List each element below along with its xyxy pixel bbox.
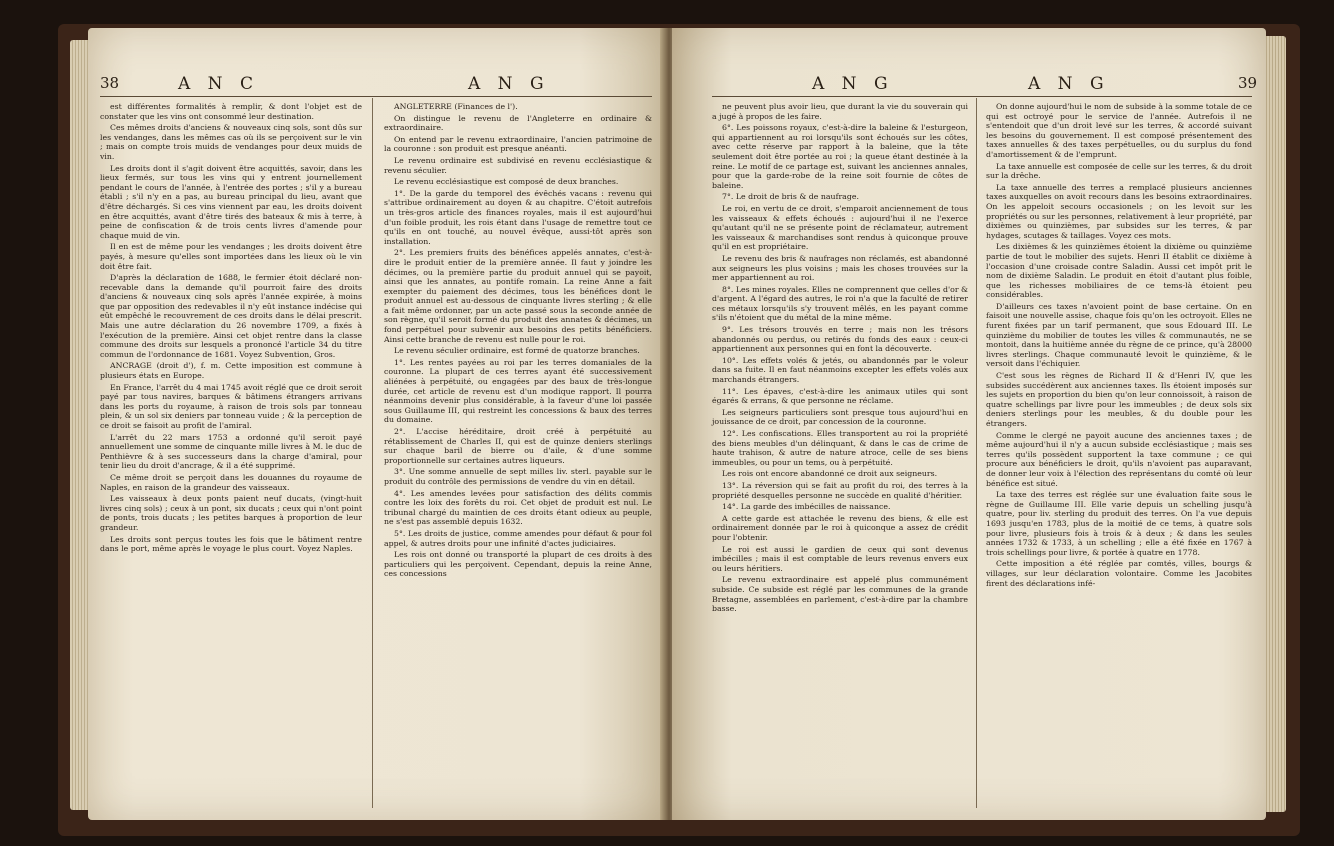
- paragraph: Le revenu extraordinaire est appelé plus communément subside. Ce subside est réglé par les communes de la grande Bretagne, assemblées en parlement, c'est-à-dire par la chambre basse.: [712, 575, 968, 614]
- header-rule-right: [712, 96, 1252, 97]
- paragraph: Le revenu ecclésiastique est composé de deux branches.: [394, 177, 619, 187]
- column-divider-left: [372, 98, 373, 808]
- paragraph: Les seigneurs particuliers sont presque tous aujourd'hui en jouissance de ce droit, par concession de la couronne.: [712, 407, 968, 427]
- paragraph: 5°. Les droits de justice, comme amendes pour défaut & pour fol appel, & autres droits pour une infinité d'actes judiciaires.: [384, 528, 652, 548]
- running-head-left-col1: A N C: [178, 74, 259, 94]
- paragraph: Les rois ont encore abandonné ce droit aux seigneurs.: [722, 469, 938, 479]
- page-number-left: 38: [100, 74, 120, 92]
- paragraph: 9°. Les trésors trouvés en terre ; mais non les trésors abandonnés ou perdus, ou retirés du fonds des eaux : ceux-ci appartiennent aux personnes qui en font la découverte.: [712, 325, 968, 354]
- paragraph: Il en est de même pour les vendanges ; les droits doivent être payés, à mesure qu'elles sont importées dans les lieux où le vin doit être fait.: [100, 242, 362, 271]
- paragraph: La taxe annuelle des terres a remplacé plusieurs anciennes taxes auxquelles on avoit recours dans les besoins extraordinaires. On les appeloit secours occasionels ; on les levoit sur les propriétés ou sur les personnes, relativement à leur propriété, par dixièmes ou quinzièmes, par subsides sur les terres, & par hydages, scutages & taillages. Voyez ces mots.: [986, 182, 1252, 240]
- paragraph: 12°. Les confiscations. Elles transportent au roi la propriété des biens meubles d'un délinquant, & dans le cas de crime de haute trahison, & autre de nature atroce, celle de ses biens immeubles, ou pour un tems, ou à perpétuité.: [712, 429, 968, 467]
- paragraph: On donne aujourd'hui le nom de subside à la somme totale de ce qui est octroyé pour le service de l'année. Autrefois il ne s'entendoit que d'un droit levé sur les terres, & accordé suivant les besoins du gouvernement. Il est composé présentement des taxes annuelles & des taxes perpétuelles, ou du surplus du fond d'amortissement & de l'emprunt.: [986, 102, 1252, 159]
- paragraph: A cette garde est attachée le revenu des biens, & elle est ordinairement donnée par le roi à quiconque a assez de crédit pour l'obtenir.: [712, 513, 968, 542]
- paragraph: La taxe annuelle est composée de celle sur les terres, & du droit sur la drêche.: [986, 161, 1252, 181]
- paragraph: Le roi, en vertu de ce droit, s'emparoit anciennement de tous les vaisseaux & effets échoués : aujourd'hui il ne l'exerce qu'autant qu'il ne se présente point de réclamateur, autrement les vaisseaux & marchandises sont rendus à quiconque prouve qu'il en est propriétaire.: [712, 203, 968, 252]
- paragraph: D'après la déclaration de 1688, le fermier étoit déclaré non-recevable dans la demande qu'il pourroit faire des droits d'anciens & nouveaux cinq sols après l'année expirée, à moins que par opposition des redevables il n'y eût instance indécise qui eût empêché le recouvrement de ces droits dans le délai prescrit. Mais une autre déclaration du 26 novembre 1709, a fixés à l'exécution de la première. Ainsi cet objet rentre dans la classe commune des droits sur lesquels a prononcé l'article 34 du titre commun de l'ordonnance de 1681. Voyez Subvention, Gros.: [100, 273, 362, 359]
- right-page: [672, 28, 1266, 820]
- paragraph: Comme le clergé ne payoit aucune des anciennes taxes ; de même aujourd'hui il n'y a aucun subside ecclésiastique ; mais ses terres qu'ils possèdent supportent la taxe commune ; ce qui procure aux bénéficiers le droit, qu'ils n'avoient pas auparavant, de donner leur voix à l'élection des représentans du comté où leur bénéfice est situé.: [986, 430, 1252, 488]
- paragraph: D'ailleurs ces taxes n'avoient point de base certaine. On en faisoit une nouvelle assise, chaque fois qu'on les octroyoit. Elles ne furent fixées par un tarif permanent, que sous Edouard III. Le quinzième du mobilier de toutes les villes & communautés, ne se montoit, dans la huitième année du règne de ce prince, qu'à 28000 livres sterlings. Chaque communauté levoit le quinzième, & le versoit dans l'échiquier.: [986, 301, 1252, 369]
- paragraph: Ces mêmes droits d'anciens & nouveaux cinq sols, sont dûs sur les vendanges, dans les mêmes cas où ils se perçoivent sur le vin ; mais on compte trois muids de vendanges pour deux muids de vin.: [100, 123, 362, 161]
- paragraph: 2°. Les premiers fruits des bénéfices appelés annates, c'est-à-dire le produit entier de la première année. Il faut y joindre les décimes, ou la première partie du produit annuel qui se payoit, ainsi que les annates, au pontife romain. La reine Anne a fait exempter du paiement des décimes, tous les bénéfices dont le produit annuel est au-dessous de cinquante livres sterling ; & elle a fait même ordonner, par un acte passé sous la seconde année de son règne, qu'il seroit formé du produit des annates & décimes, un fond perpétuel pour subvenir aux besoins des petits bénéficiers. Ainsi cette branche de revenu est nulle pour le roi.: [384, 248, 652, 344]
- paragraph: 8°. Les mines royales. Elles ne comprennent que celles d'or & d'argent. A l'égard des autres, le roi n'a que la faculté de retirer ces métaux lorsqu'ils s'y trouvent mêlés, en les payant comme s'ils n'étoient que du métal de la mine même.: [712, 284, 968, 323]
- paragraph: 1°. De la garde du temporel des évêchés vacans : revenu qui s'attribue ordinairement au doyen & au chapitre. C'étoit autrefois un très-gros article des finances royales, mais il est aujourd'hui d'un foible produit, les rois étant dans l'usage de remettre tout ce qu'ils en ont touché, au nouvel évêque, aussi-tôt après son installation.: [384, 188, 652, 246]
- paragraph: 1°. Les rentes payées au roi par les terres domaniales de la couronne. La plupart de ces terres ayant été successivement aliénées à perpétuité, ou engagées par des baux de très-longue durée, cet article de revenu est d'un modique rapport. Il pourra néanmoins devenir plus considérable, à la faveur d'une loi passée sous Guillaume III, qui restreint les concessions & baux des terres du domaine.: [384, 357, 652, 425]
- paragraph: On distingue le revenu de l'Angleterre en ordinaire & extraordinaire.: [384, 113, 652, 133]
- paragraph: Les droits sont perçus toutes les fois que le bâtiment rentre dans le port, même après le voyage le plus court. Voyez Naples.: [100, 534, 362, 554]
- header-rule-left: [100, 96, 652, 97]
- text-column-left-1: [100, 102, 362, 556]
- column-divider-right: [976, 98, 977, 808]
- paragraph: Le revenu séculier ordinaire, est formé de quatorze branches.: [394, 346, 640, 356]
- paragraph: ne peuvent plus avoir lieu, que durant la vie du souverain qui a jugé à propos de les faire.: [712, 102, 968, 121]
- paragraph: Les rois ont donné ou transporté la plupart de ces droits à des particuliers qui les perçoivent. Cependant, depuis la reine Anne, ces concessions: [384, 550, 652, 579]
- paragraph: Cette imposition a été réglée par comtés, villes, bourgs & villages, sur leur déclaration volontaire. Comme les Jacobites firent des déclarations infé-: [986, 559, 1252, 588]
- paragraph: Les vaisseaux à deux ponts paient neuf ducats, (vingt-huit livres cinq sols) ; ceux à un pont, six ducats ; ceux qui n'ont point de ponts, trois ducats ; les petites barques à proportion de leur grandeur.: [100, 494, 362, 532]
- page-number-right: 39: [1238, 74, 1258, 92]
- running-head-left-col2: A N G: [468, 74, 550, 94]
- paragraph: ANCRAGE (droit d'), f. m. Cette imposition est commune à plusieurs états en Europe.: [100, 361, 362, 381]
- paragraph: En France, l'arrêt du 4 mai 1745 avoit réglé que ce droit seroit payé par tous navires, barques & bâtimens étrangers arrivans dans les ports du royaume, à raison de trois sols par tonneau plein, & un sol six deniers par tonneau vuide ; & la perception de ce droit se faisoit au profit de l'amiral.: [100, 382, 362, 430]
- paragraph: 2°. L'accise héréditaire, droit créé à perpétuité au rétablissement de Charles II, qui est de quinze deniers sterlings sur chaque baril de bierre ou d'aile, & d'une somme proportionnelle sur certaines autres liqueurs.: [384, 427, 652, 465]
- paragraph: 14°. La garde des imbécilles de naissance.: [722, 502, 891, 512]
- page-edges-right: [1264, 36, 1286, 812]
- paragraph: 3°. Une somme annuelle de sept milles liv. sterl. payable sur le produit du contrôle des permissions de vendre du vin en détail.: [384, 467, 652, 486]
- paragraph: Le revenu des bris & naufrages non réclamés, est abandonné aux seigneurs les plus voisins ; mais les choses trouvées sur la mer appartiennent au roi.: [712, 253, 968, 283]
- paragraph: Le revenu ordinaire est subdivisé en revenu ecclésiastique & revenu séculier.: [384, 155, 652, 175]
- paragraph: On entend par le revenu extraordinaire, l'ancien patrimoine de la couronne : son produit est presque anéanti.: [384, 134, 652, 154]
- paragraph: La taxe des terres est réglée sur une évaluation faite sous le règne de Guillaume III. Elle varie depuis un schelling jusqu'à quatre, pour liv. sterling du produit des terres. On l'a vue depuis 1693 jusqu'en 1783, plus de la moitié de ce tems, à quatre sols pour livre, plusieurs fois à trois & à deux ; & dans les seules années 1732 & 1733, à un schelling ; elle a été fixée en 1767 à trois schellings pour livre, & portée à quatre en 1778.: [986, 490, 1252, 557]
- paragraph: 7°. Le droit de bris & de naufrage.: [722, 192, 859, 202]
- paragraph: C'est sous les règnes de Richard II & d'Henri IV, que les subsides succédèrent aux anciennes taxes. Ils étoient imposés sur les sujets en proportion du bien qu'on leur connoissoit, à raison de quatre schellings par livre pour les immeubles ; de deux sols six deniers sterlings pour les meubles, & du double pour les étrangers.: [986, 371, 1252, 428]
- paragraph: est différentes formalités à remplir, & dont l'objet est de constater que les vins ont consommé leur destination.: [100, 102, 362, 121]
- left-page: [88, 28, 666, 820]
- text-column-left-2: [384, 102, 652, 581]
- paragraph: Les dixièmes & les quinzièmes étoient la dixième ou quinzième partie de tout le mobilier des sujets. Henri II établit ce dixième à l'occasion d'une croisade contre Saladin. Aussi cet impôt prit le nom de dixième Saladin. Le produit en étoit d'autant plus foible, que les richesses mobiliaires de ce tems-là étoient peu considérables.: [986, 242, 1252, 300]
- paragraph: Les droits dont il s'agit doivent être acquittés, savoir, dans les lieux fermés, sur tous les vins qui y entrent journellement pendant le cours de l'année, à l'entrée des portes ; s'il y a bureau établi ; s'il n'y en a pas, au bureau principal du lieu, avant que d'être déchargés. Si ces vins viennent par eau, les droits doivent en être acquittés, avant d'être tirés des bateaux & mis à terre, à peine de confiscation & de trois cents livres d'amende pour chaque muid de vin.: [100, 163, 362, 240]
- paragraph: Le roi est aussi le gardien de ceux qui sont devenus imbécilles ; mais il est comptable de leurs revenus envers eux ou leurs héritiers.: [712, 544, 968, 573]
- text-column-right-2: [986, 102, 1252, 590]
- paragraph: L'arrêt du 22 mars 1753 a ordonné qu'il seroit payé annuellement une somme de cinquante mille livres à M. le duc de Penthièvre & à ses successeurs dans la charge d'amiral, pour tenir lieu du droit d'ancrage, & il a été supprimé.: [100, 432, 362, 471]
- paragraph: 6°. Les poissons royaux, c'est-à-dire la baleine & l'esturgeon, qui appartiennent au roi lorsqu'ils sont échoués sur les côtes, avec cette réserve par rapport à la baleine, que la tête seulement doit être portée au roi ; la queue étant destinée à la reine. Le motif de ce partage est, suivant les anciennes annales, pour que la garde-robe de la reine soit fournie de côtes de baleine.: [712, 123, 968, 190]
- text-column-right-1: [712, 102, 968, 616]
- paragraph: 10°. Les effets volés & jetés, ou abandonnés par le voleur dans sa fuite. Il en faut néanmoins excepter les effets volés aux marchands étrangers.: [712, 355, 968, 385]
- running-head-right-col2: A N G: [1028, 74, 1110, 94]
- paragraph: 4°. Les amendes levées pour satisfaction des délits commis contre les loix des forêts du roi. Cet objet de produit est nul. Le tribunal chargé du maintien de ces droits étant odieux au peuple, ne s'est pas assemblé depuis 1632.: [384, 488, 652, 527]
- paragraph: 11°. Les épaves, c'est-à-dire les animaux utiles qui sont égarés & errans, & que personne ne réclame.: [712, 386, 968, 406]
- running-head-right-col1: A N G: [812, 74, 894, 94]
- paragraph: ANGLETERRE (Finances de l').: [394, 102, 518, 111]
- paragraph: Ce même droit se perçoit dans les douannes du royaume de Naples, en raison de la grandeur des vaisseaux.: [100, 472, 362, 492]
- paragraph: 13°. La réversion qui se fait au profit du roi, des terres à la propriété desquelles personne ne succède en qualité d'héritier.: [712, 480, 968, 500]
